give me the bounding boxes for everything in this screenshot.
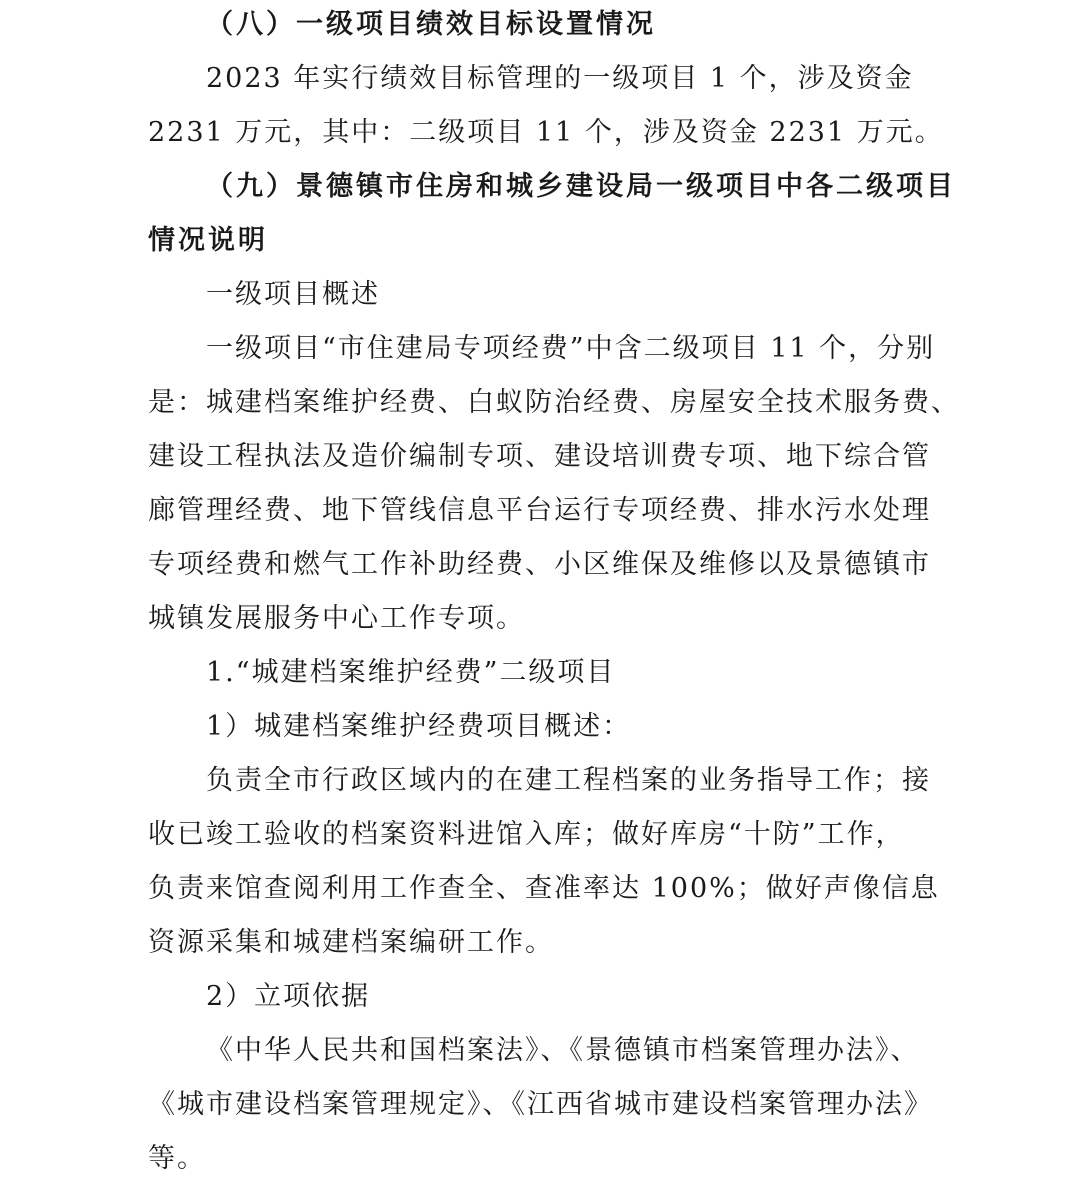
paragraph-line: 一级项目“市住建局专项经费”中含二级项目 11 个，分别 <box>206 333 936 364</box>
paragraph-line: 收已竣工验收的档案资料进馆入库；做好库房“十防”工作， <box>148 819 905 850</box>
paragraph-line: 负责来馆查阅利用工作查全、查准率达 100%；做好声像信息 <box>148 873 940 904</box>
paragraph-line: 《中华人民共和国档案法》、《景德镇市档案管理办法》、 <box>206 1035 920 1066</box>
document-page <box>148 0 960 1186</box>
subitem-heading-2: 2）立项依据 <box>206 981 371 1012</box>
paragraph-line: 2023 年实行绩效目标管理的一级项目 1 个，涉及资金 <box>206 63 914 94</box>
paragraph-line: 城镇发展服务中心工作专项。 <box>148 603 525 634</box>
subitem-heading-1: 1）城建档案维护经费项目概述： <box>206 711 632 742</box>
section-heading-8: （八）一级项目绩效目标设置情况 <box>206 9 656 40</box>
paragraph-line: 资源采集和城建档案编研工作。 <box>148 927 554 958</box>
section-heading-9: （九）景德镇市住房和城乡建设局一级项目中各二级项目 <box>206 171 956 202</box>
subheading-overview: 一级项目概述 <box>206 279 380 310</box>
paragraph-line: 《城市建设档案管理规定》、《江西省城市建设档案管理办法》 <box>148 1089 933 1120</box>
item-heading-1: 1.“城建档案维护经费”二级项目 <box>206 657 616 688</box>
paragraph-line: 廊管理经费、地下管线信息平台运行专项经费、排水污水处理 <box>148 495 931 526</box>
paragraph-line: 建设工程执法及造价编制专项、建设培训费专项、地下综合管 <box>148 441 931 472</box>
paragraph-line: 负责全市行政区域内的在建工程档案的业务指导工作；接 <box>206 765 931 796</box>
paragraph-line: 2231 万元，其中：二级项目 11 个，涉及资金 2231 万元。 <box>148 117 944 148</box>
paragraph-line: 等。 <box>148 1143 206 1174</box>
paragraph-line: 是：城建档案维护经费、白蚁防治经费、房屋安全技术服务费、 <box>148 387 960 418</box>
section-heading-9-cont: 情况说明 <box>148 225 268 256</box>
paragraph-line: 专项经费和燃气工作补助经费、小区维保及维修以及景德镇市 <box>148 549 931 580</box>
